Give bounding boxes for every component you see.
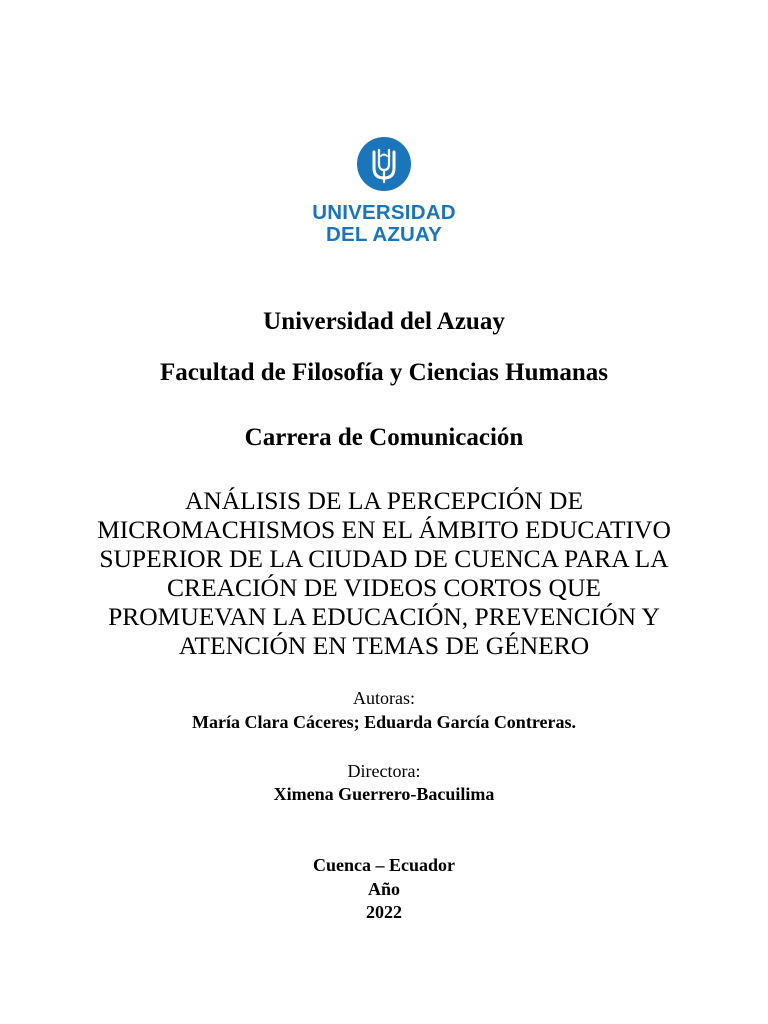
authors-label: Autoras: [353,688,415,708]
logo-wordmark [0,202,768,246]
university-name: Universidad del Azuay [263,308,505,335]
logo-line-1: UNIVERSIDAD [312,201,456,224]
thesis-title-line: ANÁLISIS DE LA PERCEPCIÓN DE [184,486,584,515]
year: 2022 [366,902,402,922]
thesis-title-line: ATENCIÓN EN TEMAS DE GÉNERO [178,631,590,660]
authors-names: María Clara Cáceres; Eduarda García Contreras. [192,712,576,732]
faculty-name: Facultad de Filosofía y Ciencias Humanas [160,359,608,386]
director-name: Ximena Guerrero-Bacuilima [273,784,495,804]
university-emblem-icon [356,136,412,192]
thesis-title-line: MICROMACHISMOS EN EL ÁMBITO EDUCATIVO [97,515,671,544]
year-label: Año [367,879,400,899]
logo-line-2: DEL AZUAY [325,223,443,246]
thesis-title [0,486,768,660]
career-name: Carrera de Comunicación [244,424,524,451]
director-label: Directora: [347,761,421,781]
place: Cuenca – Ecuador [312,855,455,875]
thesis-title-line: CREACIÓN DE VIDEOS CORTOS QUE [167,573,601,602]
university-logo [0,136,768,246]
thesis-title-line: SUPERIOR DE LA CIUDAD DE CUENCA PARA LA [99,544,669,573]
thesis-title-line: PROMUEVAN LA EDUCACIÓN, PREVENCIÓN Y [108,602,660,631]
